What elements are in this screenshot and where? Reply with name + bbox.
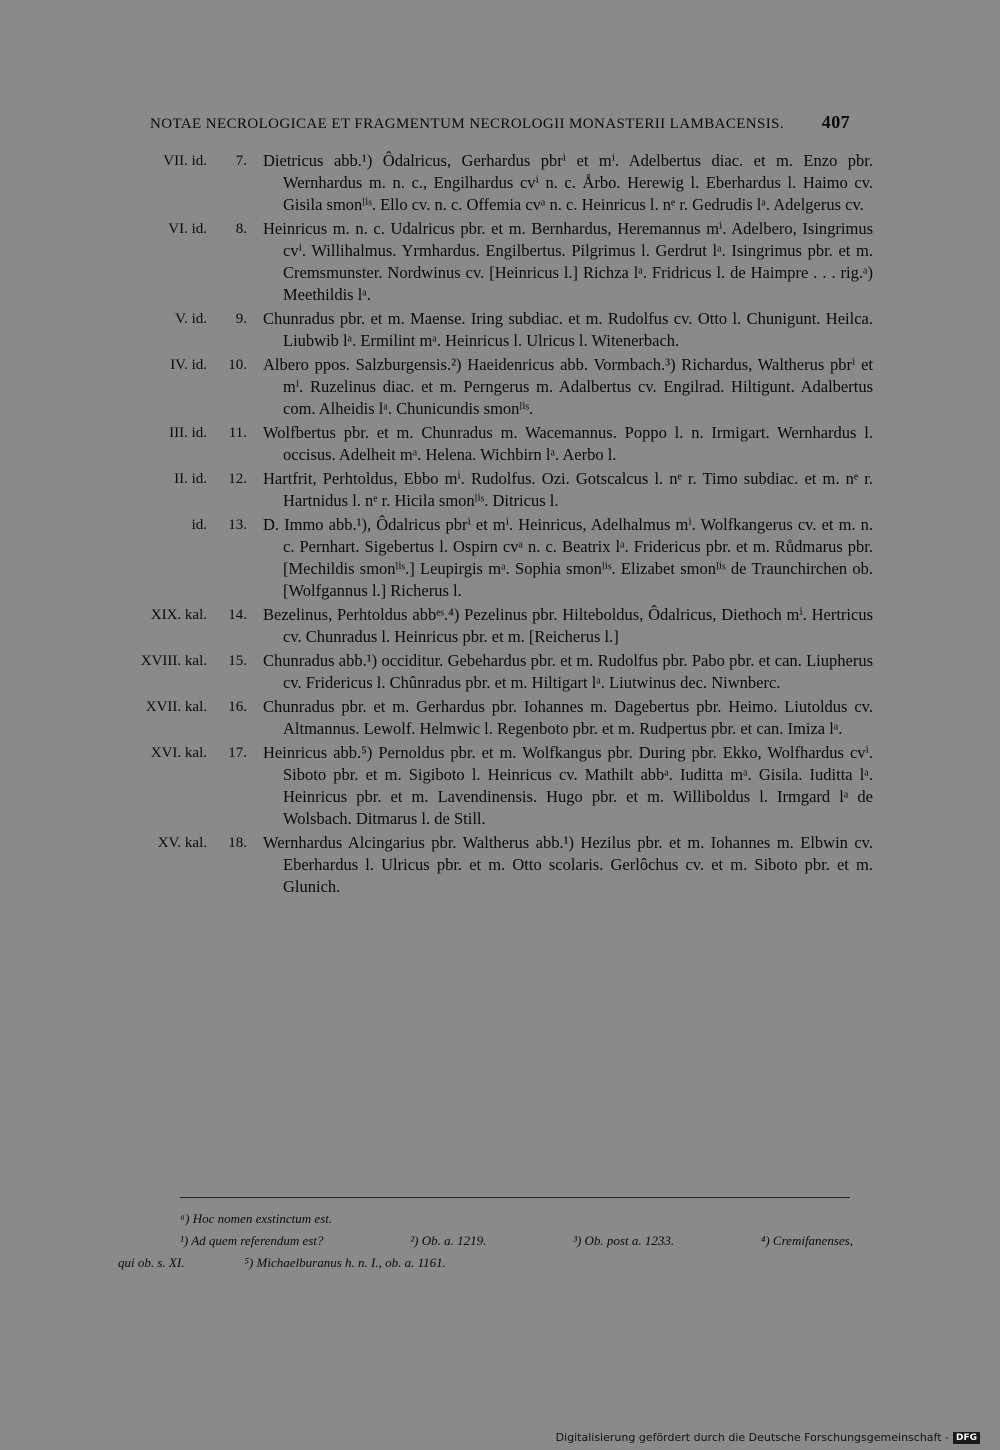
entry-number: 13. bbox=[228, 517, 247, 533]
entry-date: XIX. kal. bbox=[150, 607, 207, 623]
entry-text: Wolfbertus pbr. et m. Chunradus m. Wacemannus. Poppo l. n. Irmigart. Wernhardus l. occisus. Adelheit mᵃ. Helena. Wichbirn lᵃ. Aerbo l. bbox=[263, 423, 873, 464]
entry bbox=[0, 468, 1000, 512]
footnote-4-cont: qui ob. s. XI. bbox=[118, 1255, 185, 1270]
entry-date: XVIII. kal. bbox=[140, 653, 207, 669]
entry-text: Heinricus abb.⁵) Pernoldus pbr. et m. Wolfkangus pbr. During pbr. Ekko, Wolfhardus cvⁱ. Siboto pbr. et m. Sigiboto l. Heinricus cv. Mathilt abbᵃ. Iuditta mᵃ. Gisila. Iuditta lᵃ. Heinricus pbr. et m. Lavendinensis. Hugo pbr. et m. Williboldus l. Irmgard lᵃ de Wolsbach. Ditmarus l. de Still. bbox=[263, 743, 873, 828]
entry-number: 16. bbox=[228, 699, 247, 715]
entry-date: id. bbox=[191, 517, 207, 533]
entry-number: 9. bbox=[235, 311, 247, 327]
credit-text: Digitalisierung gefördert durch die Deutsche Forschungsgemeinschaft - bbox=[555, 1431, 949, 1444]
entry-date: III. id. bbox=[169, 425, 207, 441]
footnote-row bbox=[118, 1252, 853, 1274]
entry-date: XV. kal. bbox=[157, 835, 207, 851]
entry-number: 14. bbox=[228, 607, 247, 623]
entry-date: II. id. bbox=[174, 471, 207, 487]
footnote-3: ³) Ob. post a. 1233. bbox=[573, 1233, 675, 1248]
running-title: NOTAE NECROLOGICAE ET FRAGMENTUM NECROLOGII MONASTERII LAMBACENSIS. bbox=[150, 116, 785, 132]
entry bbox=[0, 832, 1000, 898]
entry-number: 15. bbox=[228, 653, 247, 669]
entry-date: IV. id. bbox=[170, 357, 207, 373]
footnotes bbox=[118, 1208, 853, 1274]
footnote-5: ⁵) Michaelburanus h. n. I., ob. a. 1161. bbox=[244, 1255, 446, 1270]
entry-date: XVII. kal. bbox=[145, 699, 207, 715]
entry-number: 7. bbox=[235, 153, 247, 169]
entry bbox=[0, 422, 1000, 466]
entry-number: 10. bbox=[228, 357, 247, 373]
entry-number: 17. bbox=[228, 745, 247, 761]
entry-date: VII. id. bbox=[163, 153, 207, 169]
footnote-rule bbox=[180, 1197, 850, 1198]
page-number: 407 bbox=[821, 112, 850, 132]
entry-date: V. id. bbox=[175, 311, 207, 327]
entry bbox=[0, 742, 1000, 830]
footnote-a: ᵃ) Hoc nomen exstinctum est. bbox=[180, 1211, 333, 1226]
digitization-credit bbox=[556, 1431, 980, 1444]
entry bbox=[0, 696, 1000, 740]
entry bbox=[0, 650, 1000, 694]
running-header bbox=[150, 112, 850, 133]
entry-text: Chunradus pbr. et m. Maense. Iring subdiac. et m. Rudolfus cv. Otto l. Chunigunt. Heilca. Liubwib lᵃ. Ermilint mᵃ. Heinricus l. Ulricus l. Witenerbach. bbox=[263, 309, 873, 350]
entry-date: VI. id. bbox=[168, 221, 207, 237]
necrology-entries bbox=[0, 150, 1000, 900]
entry-text: Bezelinus, Perhtoldus abbᵉˢ.⁴) Pezelinus pbr. Hilteboldus, Ôdalricus, Diethoch mⁱ. Hertricus cv. Chunradus l. Heinricus pbr. et m. [Reicherus l.] bbox=[263, 605, 873, 646]
entry-text: Chunradus abb.¹) occiditur. Gebehardus pbr. et m. Rudolfus pbr. Pabo pbr. et can. Liupherus cv. Fridericus l. Chûnradus pbr. et m. Hiltigart lᵃ. Liutwinus dec. Niwnberc. bbox=[263, 651, 873, 692]
entry bbox=[0, 150, 1000, 216]
entry-number: 11. bbox=[228, 425, 247, 441]
entry bbox=[0, 308, 1000, 352]
entry-number: 8. bbox=[235, 221, 247, 237]
entry-date: XVI. kal. bbox=[150, 745, 207, 761]
entry-text: Hartfrit, Perhtoldus, Ebbo mⁱ. Rudolfus. Ozi. Gotscalcus l. nᵉ r. Timo subdiac. et m. nᵉ r. Hartnidus l. nᵉ r. Hicila smonˡⁱˢ. Ditricus l. bbox=[263, 469, 873, 510]
footnote-row bbox=[118, 1230, 853, 1252]
entry-text: D. Immo abb.¹), Ôdalricus pbrⁱ et mⁱ. Heinricus, Adelhalmus mⁱ. Wolfkangerus cv. et m. n. c. Pernhart. Sigebertus l. Ospirn cvᵃ n. c. Beatrix lᵃ. Fridericus pbr. et m. Růdmarus pbr. [Mechildis smonˡⁱˢ.] Leupirgis mᵃ. Sophia smonˡⁱˢ. Elizabet smonˡⁱˢ de Traunchirchen ob. [Wolfgannus l.] Richerus l. bbox=[263, 515, 873, 600]
entry-text: Dietricus abb.¹) Ôdalricus, Gerhardus pbrⁱ et mⁱ. Adelbertus diac. et m. Enzo pbr. Wernhardus m. n. c., Engilhardus cvⁱ n. c. Årbo. Herewig l. Eberhardus l. Haimo cv. Gisila smonˡⁱˢ. Ello cv. n. c. Offemia cvᵃ n. c. Heinricus l. nᵉ r. Gedrudis lᵃ. Adelgerus cv. bbox=[263, 151, 873, 214]
entry-text: Chunradus pbr. et m. Gerhardus pbr. Iohannes m. Dagebertus pbr. Heimo. Liutoldus cv. Altmannus. Lewolf. Helmwic l. Regenboto pbr. et m. Rudpertus pbr. et can. Imiza lᵃ. bbox=[263, 697, 873, 738]
entry bbox=[0, 218, 1000, 306]
footnote-2: ²) Ob. a. 1219. bbox=[410, 1233, 487, 1248]
entry-number: 18. bbox=[228, 835, 247, 851]
entry bbox=[0, 514, 1000, 602]
entry bbox=[0, 354, 1000, 420]
entry-text: Albero ppos. Salzburgensis.²) Haeidenricus abb. Vormbach.³) Richardus, Waltherus pbrⁱ et mⁱ. Ruzelinus diac. et m. Perngerus m. Adalbertus cv. Engilrad. Hiltigunt. Adalbertus com. Alheidis lᵃ. Chunicundis smonˡⁱˢ. bbox=[263, 355, 873, 418]
footnote-4: ⁴) Cremifanenses, bbox=[760, 1233, 853, 1248]
entry-text: Heinricus m. n. c. Udalricus pbr. et m. Bernhardus, Heremannus mⁱ. Adelbero, Isingrimus cvⁱ. Willihalmus. Yrmhardus. Engilbertus. Pilgrimus l. Gerdrut lᵃ. Isingrimus pbr. et m. Cremsmunster. Nordwinus cv. [Heinricus l.] Richza lᵃ. Fridricus l. de Haimpre . . . rig.ᵃ) Meethildis lᵃ. bbox=[263, 219, 873, 304]
entry bbox=[0, 604, 1000, 648]
entry-text: Wernhardus Alcingarius pbr. Waltherus abb.¹) Hezilus pbr. et m. Iohannes m. Elbwin cv. Eberhardus l. Ulricus pbr. et m. Otto scolaris. Gerlôchus cv. et m. Siboto pbr. et m. Glunich. bbox=[263, 833, 873, 896]
entry-number: 12. bbox=[228, 471, 247, 487]
footnote-1: ¹) Ad quem referendum est? bbox=[180, 1233, 324, 1248]
dfg-logo: DFG bbox=[953, 1432, 980, 1444]
